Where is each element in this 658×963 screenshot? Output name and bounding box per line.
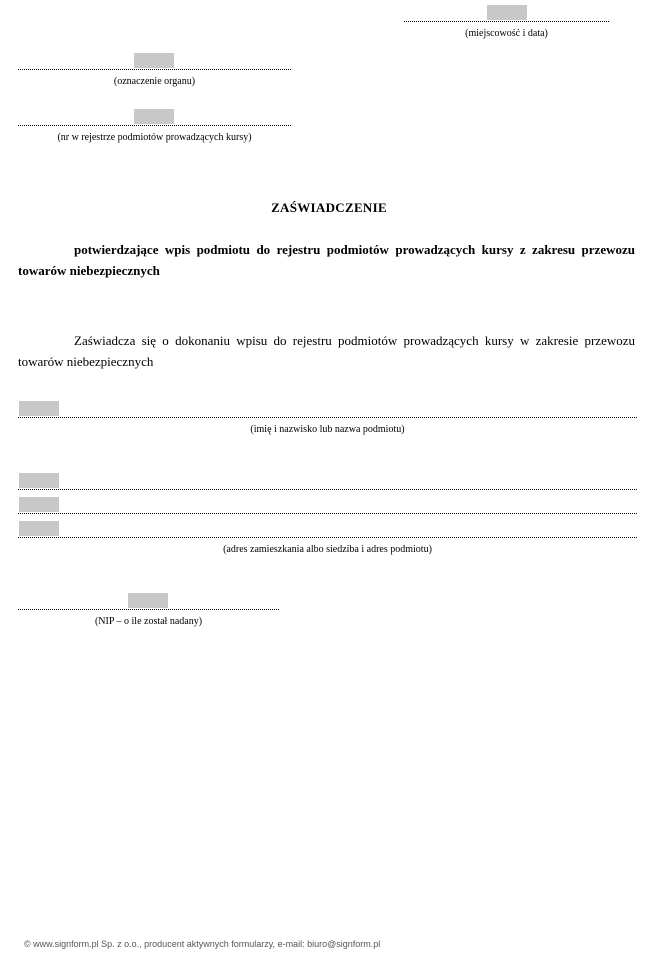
address-label: (adres zamieszkania albo siedziba i adres podmiotu) bbox=[223, 544, 432, 555]
address-line-1 bbox=[18, 489, 637, 490]
nip-input[interactable] bbox=[128, 593, 168, 608]
place-date-label: (miejscowość i data) bbox=[465, 28, 548, 39]
place-date-line bbox=[404, 21, 609, 22]
entity-name-input[interactable] bbox=[19, 401, 59, 416]
document-body-text: Zaświadcza się o dokonaniu wpisu do rejestru podmiotów prowadzących kursy w zakresie przewozu towarów niebezpiecznych bbox=[18, 333, 635, 369]
register-no-label: (nr w rejestrze podmiotów prowadzących kursy) bbox=[57, 132, 252, 143]
authority-line bbox=[18, 69, 291, 70]
place-date-input[interactable] bbox=[487, 5, 527, 20]
footer-copyright: © www.signform.pl Sp. z o.o., producent aktywnych formularzy, e-mail: biuro@signform.pl bbox=[24, 939, 381, 949]
entity-name-label: (imię i nazwisko lub nazwa podmiotu) bbox=[250, 424, 405, 435]
address-line-3-input[interactable] bbox=[19, 521, 59, 536]
nip-label: (NIP – o ile został nadany) bbox=[94, 616, 203, 627]
register-no-input[interactable] bbox=[134, 109, 174, 124]
authority-label: (oznaczenie organu) bbox=[113, 76, 196, 87]
nip-line bbox=[18, 609, 279, 610]
register-no-line bbox=[18, 125, 291, 126]
address-line-2 bbox=[18, 513, 637, 514]
authority-input[interactable] bbox=[134, 53, 174, 68]
document-title: ZAŚWIADCZENIE bbox=[271, 200, 387, 215]
address-line-3 bbox=[18, 537, 637, 538]
address-line-2-input[interactable] bbox=[19, 497, 59, 512]
entity-name-line bbox=[18, 417, 637, 418]
document-subtitle: potwierdzające wpis podmiotu do rejestru podmiotów prowadzących kursy z zakresu przewozu towarów niebezpiecznych bbox=[18, 242, 635, 278]
address-line-1-input[interactable] bbox=[19, 473, 59, 488]
